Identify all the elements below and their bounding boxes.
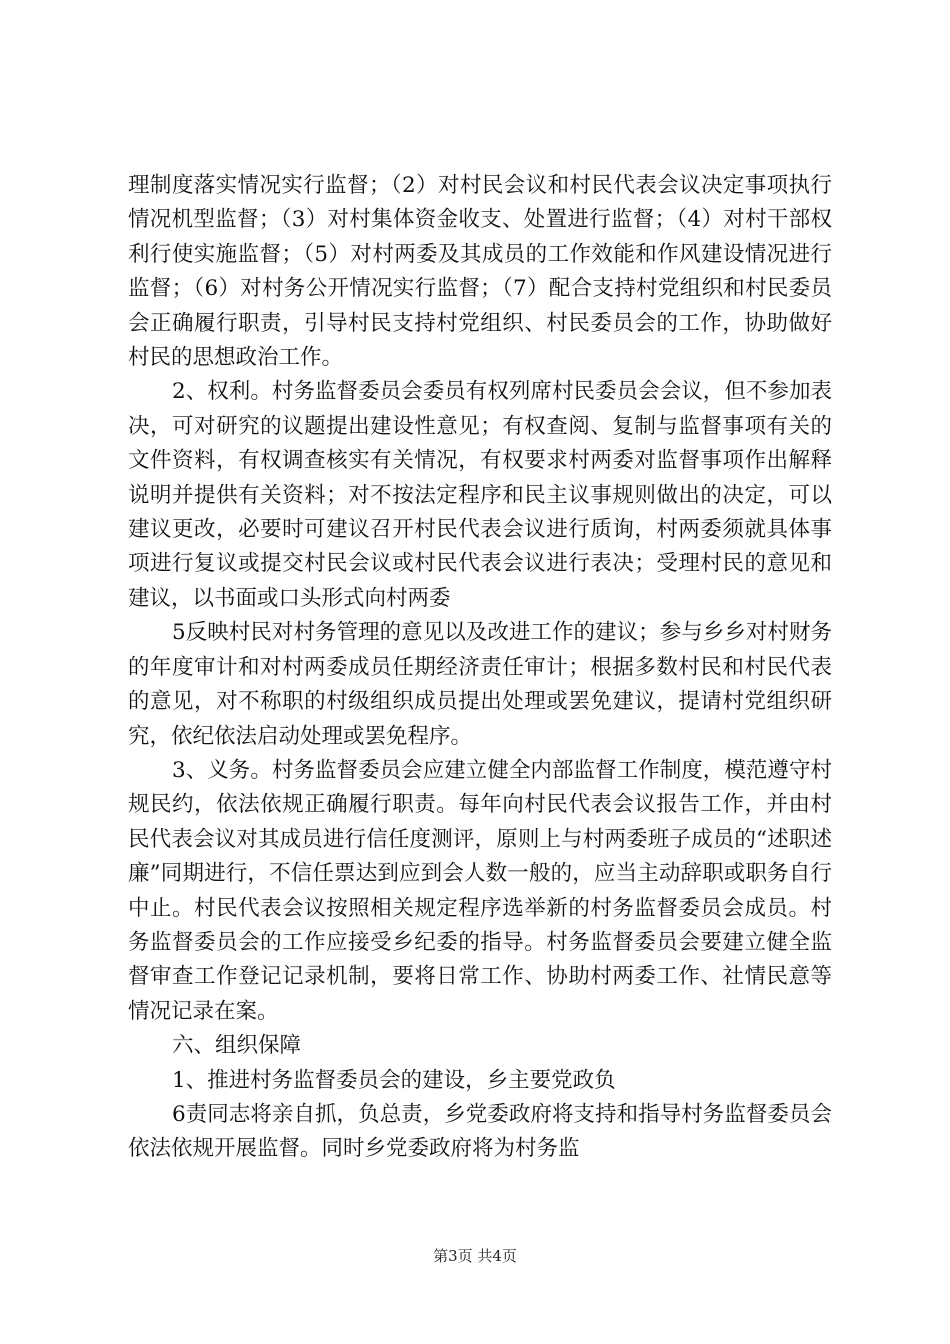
paragraph-7: 6责同志将亲自抓，负总责，乡党委政府将支持和指导村务监督委员会依法依规开展监督。同时乡党委政府将为村务监 — [128, 1101, 832, 1162]
paragraph-4: 3、义务。村务监督委员会应建立健全内部监督工作制度，模范遵守村规民约，依法依规正确履行职责。每年向村民代表会议报告工作，并由村民代表会议对其成员进行信任度测评，原则上与村两委班子成员的“述职述廉”同期进行，不信任票达到应到会人数一般的，应当主动辞职或职务自行中止。村民代表会议按照相关规定程序选举新的村务监督委员会成员。村务监督委员会的工作应接受乡纪委的指导。村务监督委员会要建立健全监督审查工作登记记录机制，要将日常工作、协助村两委工作、社情民意等情况记录在案。 — [128, 757, 832, 1024]
document-body — [128, 169, 832, 1167]
paragraph-2: 2、权利。村务监督委员会委员有权列席村民委员会会议，但不参加表决，可对研究的议题提出建设性意见；有权查阅、复制与监督事项有关的文件资料，有权调查核实有关情况，有权要求村两委对监督事项作出解释说明并提供有关资料；对不按法定程序和民主议事规则做出的决定，可以建议更改，必要时可建议召开村民代表会议进行质询，村两委须就具体事项进行复议或提交村民会议或村民代表会议进行表决；受理村民的意见和建议，以书面或口头形式向村两委 — [128, 379, 832, 611]
paragraph-1: 理制度落实情况实行监督；（2）对村民会议和村民代表会议决定事项执行情况机型监督；（3）对村集体资金收支、处置进行监督；（4）对村干部权利行使实施监督；（5）对村两委及其成员的工作效能和作风建设情况进行监督；（6）对村务公开情况实行监督；（7）配合支持村党组织和村民委员会正确履行职责，引导村民支持村党组织、村民委员会的工作，协助做好村民的思想政治工作。 — [128, 173, 832, 371]
paragraph-3: 5反映村民对村务管理的意见以及改进工作的建议；参与乡乡对村财务的年度审计和对村两委成员任期经济责任审计；根据多数村民和村民代表的意见，对不称职的村级组织成员提出处理或罢免建议，提请村党组织研究，依纪依法启动处理或罢免程序。 — [128, 620, 832, 749]
page-footer: 第3页 共4页 — [433, 1247, 517, 1265]
section-heading-organization: 六、组织保障 — [172, 1033, 302, 1059]
paragraph-6: 1、推进村务监督委员会的建设，乡主要党政负 — [172, 1067, 616, 1093]
